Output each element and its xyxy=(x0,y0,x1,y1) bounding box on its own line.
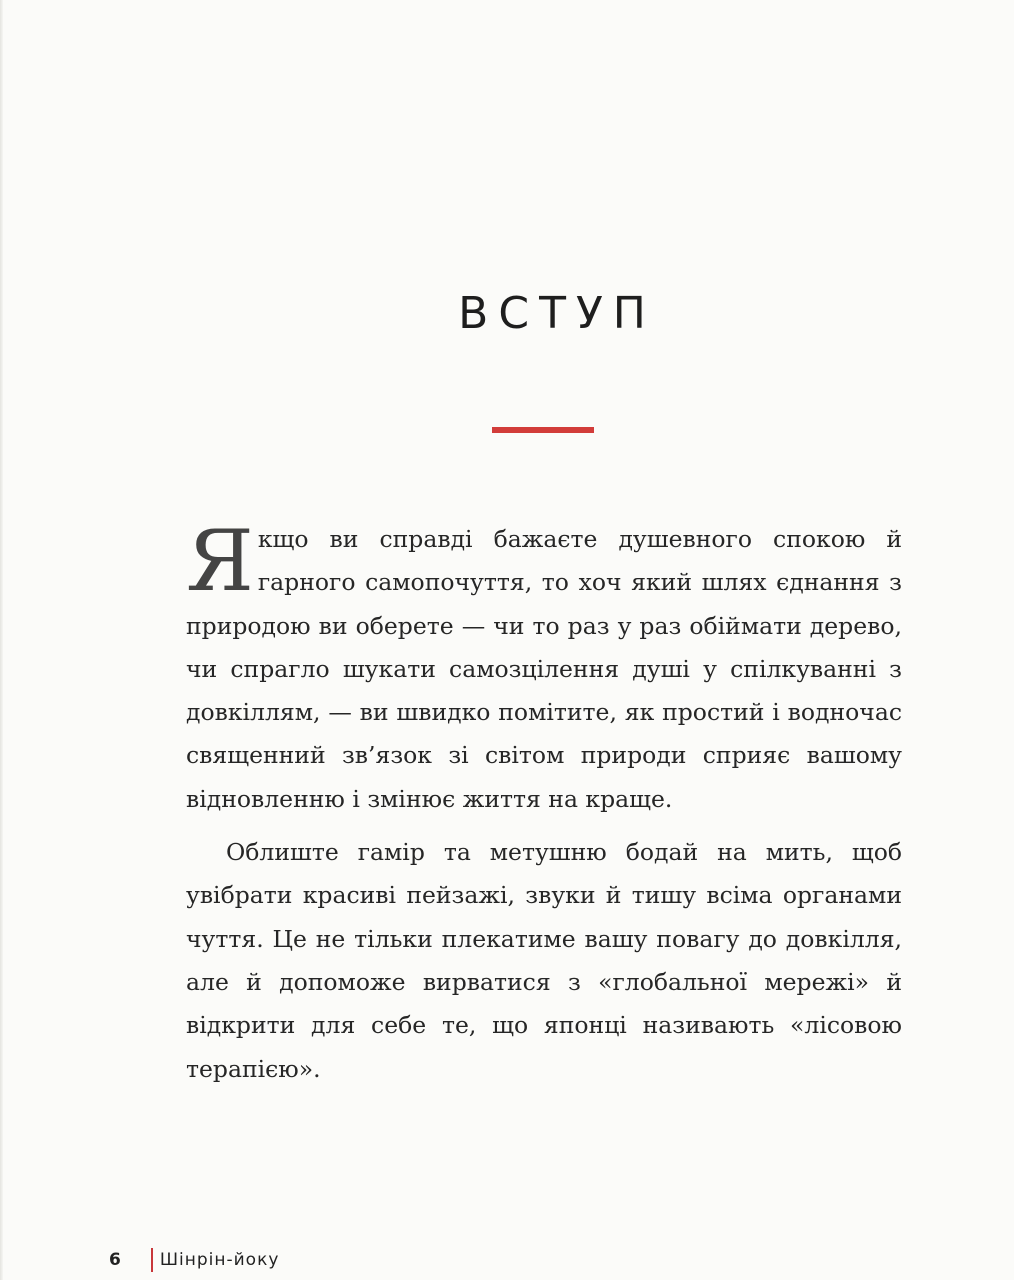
running-title: Шінрін-йоку xyxy=(159,1250,280,1270)
paragraph-1-text: кщо ви справді бажаєте душевного спокою й гарного самопочуття, то хоч який шлях єднання з природою ви оберете — чи то раз у раз обіймати дерево, чи спрагло шукати самозцілення душі у спілкуванні з довкіллям, — ви швидко помітите, як простий і водночас священний зв’язок зі світом природи сприяє вашому відновленню і змінює життя на краще. xyxy=(186,525,902,813)
drop-cap: Я xyxy=(186,512,254,610)
page-footer xyxy=(109,1248,279,1272)
footer-divider xyxy=(151,1248,153,1272)
chapter-title: ВСТУП xyxy=(458,288,656,339)
title-underline-rule xyxy=(492,427,594,433)
body-text xyxy=(186,512,902,1101)
paragraph-1 xyxy=(186,512,902,821)
page-edge xyxy=(0,0,3,1280)
paragraph-2: Облиште гамір та метушню бодай на мить, щоб увібрати красиві пейзажі, звуки й тишу всіма органами чуття. Це не тільки плекатиме вашу повагу до довкілля, але й допоможе вирватися з «глобальної мережі» й відкрити для себе те, що японці називають «лісовою терапією». xyxy=(186,838,902,1083)
page-number: 6 xyxy=(109,1250,121,1270)
